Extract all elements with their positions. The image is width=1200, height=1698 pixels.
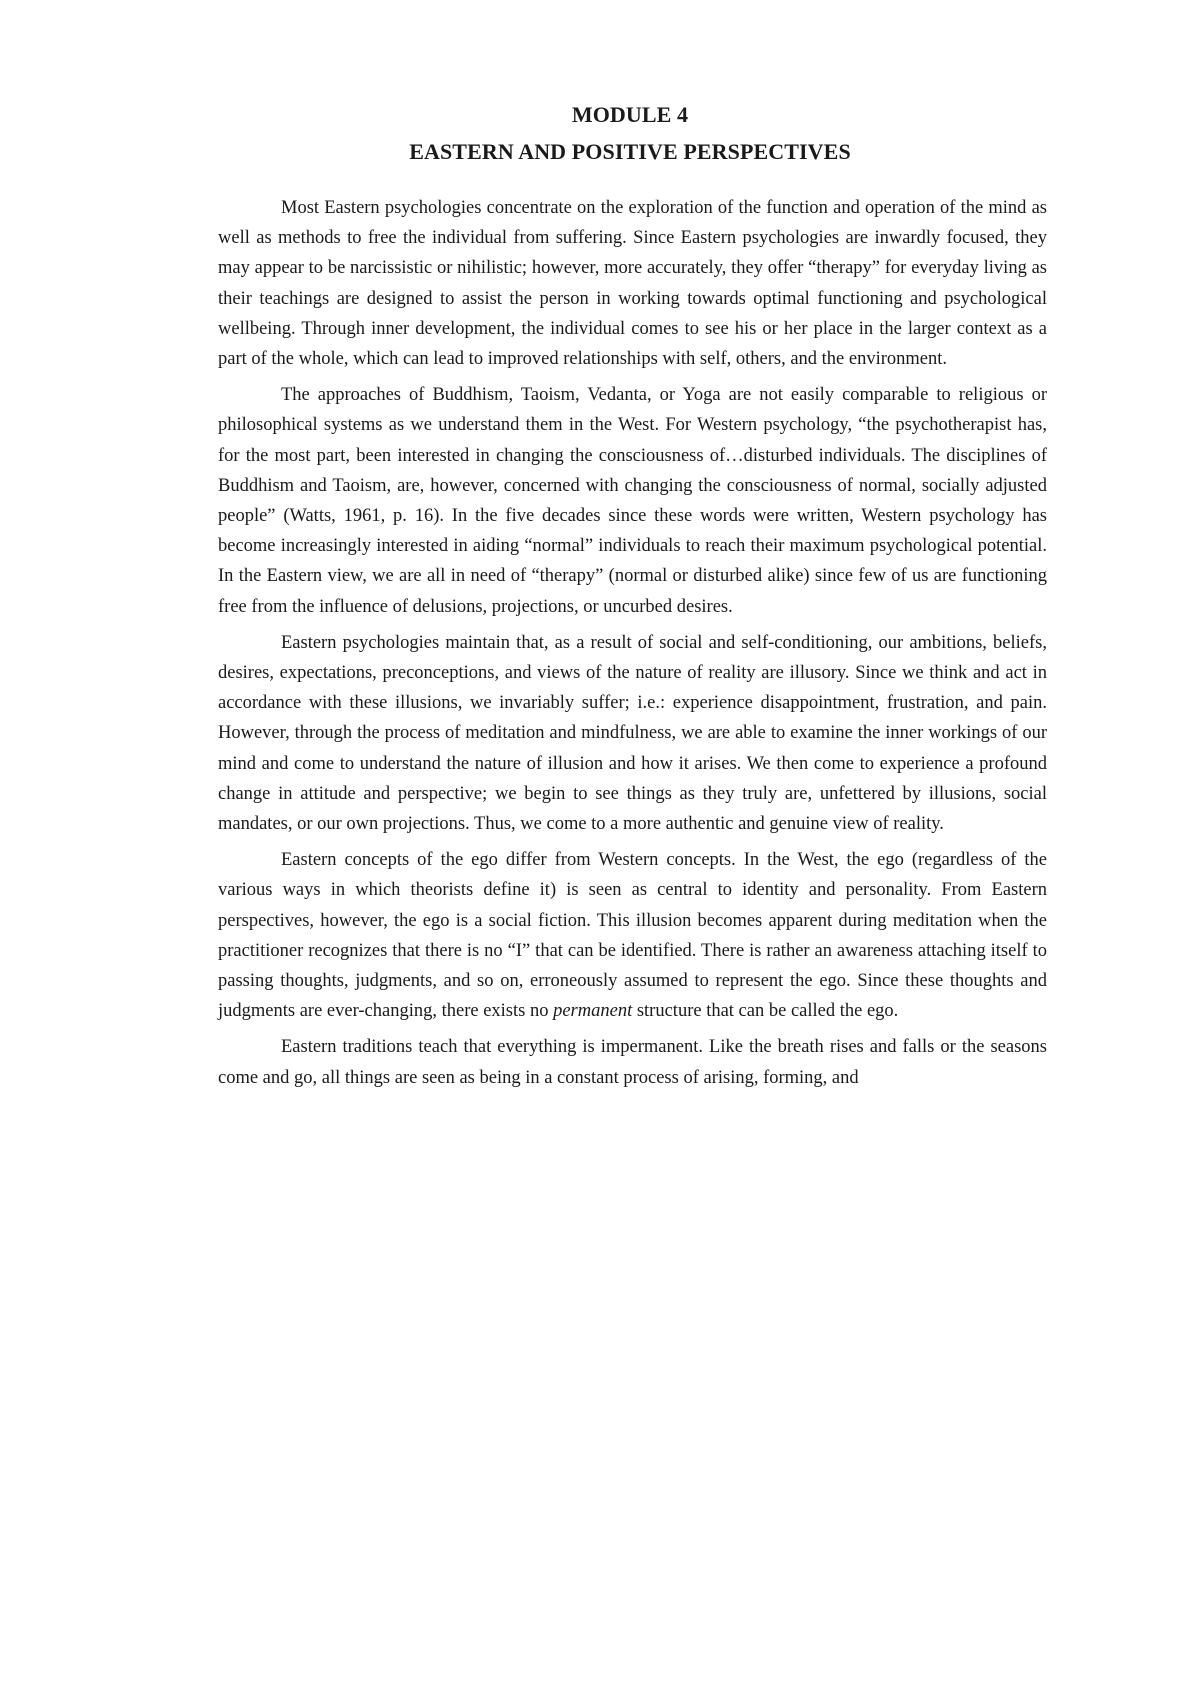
page-title: EASTERN AND POSITIVE PERSPECTIVES (409, 139, 851, 164)
paragraph (218, 193, 1047, 374)
paragraph-text: The approaches of Buddhism, Taoism, Vedanta, or Yoga are not easily comparable to religious or philosophical systems as we understand them in the West. For Western psychology, “the psychotherapist has, for the most part, been interested in changing the consciousness of…disturbed individuals. The disciplines of Buddhism and Taoism, are, however, concerned with changing the consciousness of normal, socially adjusted people” (Watts, 1961, p. 16). In the five decades since these words were written, Western psychology has become increasingly interested in aiding “normal” individuals to reach their maximum psychological potential. In the Eastern view, we are all in need of “therapy” (normal or disturbed alike) since few of us are functioning free from the influence of delusions, projections, or uncurbed desires. (218, 385, 1047, 617)
paragraph-text: Most Eastern psychologies concentrate on the exploration of the function and operation of the mind as well as methods to free the individual from suffering. Since Eastern psychologies are inwardly focused, they may appear to be narcissistic or nihilistic; however, more accurately, they offer “therapy” for everyday living as their teachings are designed to assist the person in working towards optimal functioning and psychological wellbeing. Through inner development, the individual comes to see his or her place in the larger context as a part of the whole, which can lead to improved relationships with self, others, and the environment. (218, 198, 1047, 370)
paragraph-text: Eastern psychologies maintain that, as a result of social and self-conditioning, our ambitions, beliefs, desires, expectations, preconceptions, and views of the nature of reality are illusory. Since we think and act in accordance with these illusions, we invariably suffer; i.e.: experience disappointment, frustration, and pain. However, through the process of meditation and mindfulness, we are able to examine the inner workings of our mind and come to understand the nature of illusion and how it arises. We then come to experience a profound change in attitude and perspective; we begin to see things as they truly are, unfettered by illusions, social mandates, or our own projections. Thus, we come to a more authentic and genuine view of reality. (218, 632, 1047, 835)
paragraph-text: Eastern concepts of the ego differ from Western concepts. In the West, the ego (regardless of the various ways in which theorists define it) is seen as central to identity and personality. From Eastern perspectives, however, the ego is a social fiction. This illusion becomes apparent during meditation when the practitioner recognizes that there is no “I” that can be identified. There is rather an awareness attaching itself to passing thoughts, judgments, and so on, erroneously assumed to represent the ego. Since these thoughts and judgments are ever-changing, there exists no (218, 850, 1047, 1022)
emphasis-text: permanent (553, 1001, 633, 1022)
module-heading: MODULE 4 (571, 102, 689, 127)
body-text (218, 193, 1047, 1099)
paragraph-text: Eastern traditions teach that everything is impermanent. Like the breath rises and falls or the seasons come and go, all things are seen as being in a constant process of arising, forming, and (218, 1037, 1047, 1088)
paragraph-text: structure that can be called the ego. (632, 1001, 899, 1022)
paragraph (218, 628, 1047, 839)
paragraph (218, 380, 1047, 622)
paragraph (218, 1032, 1047, 1092)
paragraph (218, 845, 1047, 1026)
